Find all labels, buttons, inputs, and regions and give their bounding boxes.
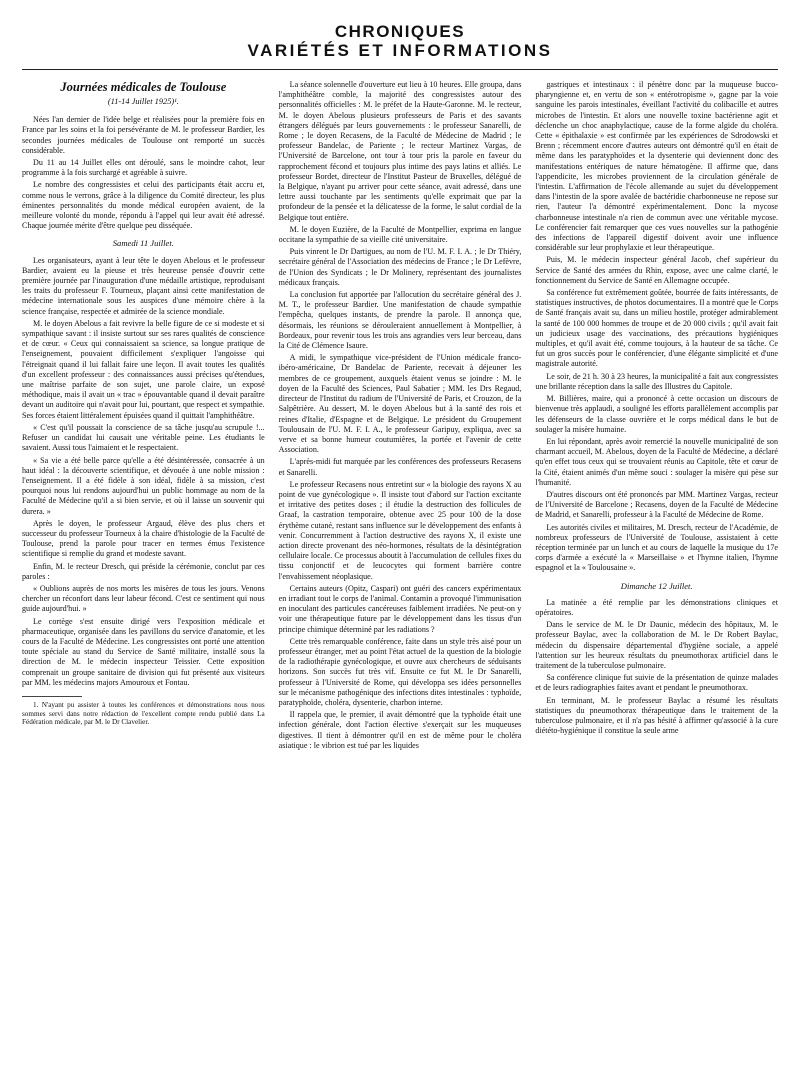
paragraph: En terminant, M. le professeur Baylac a résumé les résultats statistiques du pneumothorax thérapeutique dans le traitement de la tuberculose pulmonaire, et il n'a pas hésité à affirmer qu'associé à la cure diététo-hygiénique il constitue la seule arme	[535, 695, 779, 736]
date-heading-sunday: Dimanche 12 Juillet.	[620, 580, 693, 591]
paragraph: D'autres discours ont été prononcés par MM. Martinez Vargas, recteur de l'Université de Barcelone ; Recasens, doyen de la Faculté de Médecine de Madrid, et Sanarelli, professeur à la Faculté de Médecine de Rome.	[535, 489, 779, 520]
column-1-intro	[22, 115, 265, 231]
paragraph: Cette très remarquable conférence, faite dans un style très aisé pour un professeur étranger, met au point l'état actuel de la question de la biologie de la radiothérapie gynécologique, et ouvre aux chercheurs de séduisants horizons. Son succès fut très vif. Ensuite ce fut M. le Dr Sanarelli, professeur à l'Université de Rome, qui développa ses idées personnelles sur le mécanisme pathogénique des infections dites intestinales : typhoïde, paratyphoïde, choléra, dysenterie, charbon interne.	[278, 636, 522, 707]
paragraph: A midi, le sympathique vice-président de l'Union médicale franco-ibéro-américaine, Dr Bandelac de Pariente, recevait à déjeuner les membres de ce groupement, auxquels étaient venus se joindre : M. le doyen de la Faculté des Sciences, Paul Sabatier ; MM. les Drs Regaud, directeur de l'Institut du radium de l'Université de Paris, et Crouzon, de la Salpêtrière. Au dessert, M. le doyen Abelous but à la santé des rois et reines d'Italie, d'Espagne et de Belgique. Le président du Groupement Toulousain de l'U. M. F. I. A., le professeur Garipuy, expliqua, avec sa verve et sa bonne humeur coutumières, la portée et l'avenir de cette Association.	[278, 353, 522, 455]
header-line-1: CHRONIQUES	[334, 22, 466, 41]
paragraph: La matinée a été remplie par les démonstrations cliniques et opératoires.	[535, 597, 779, 617]
paragraph: Certains auteurs (Opitz, Caspari) ont guéri des cancers expérimentaux en irradiant tout le corps de l'animal. Contamin a provoqué l'immunisation en inoculant des particules cancéreuses faiblement irradiées. Ne peut-on y voir une thérapeutique future par le développement dans les tissus d'un principe chimique déterminé par les radiations ?	[278, 583, 522, 634]
column-1-body	[22, 256, 265, 688]
column-3-body	[535, 80, 778, 574]
article-subtitle: (11-14 Juillet 1925)¹.	[107, 97, 179, 106]
paragraph: M. le doyen Euzière, de la Faculté de Montpellier, exprima en langue occitane la sympathie de sa vieille cité universitaire.	[278, 224, 522, 245]
paragraph: Dans le service de M. le Dr Daunic, médecin des hôpitaux, M. le professeur Baylac, avec la collaboration de M. le Dr Robert Baylac, médecin du dispensaire départemental d'hygiène sociale, a appelé l'attention sur les heureux résultats du pneumothorax artificiel dans le traitement de la tuberculose pulmonaire.	[535, 620, 779, 670]
paragraph: Le cortège s'est ensuite dirigé vers l'exposition médicale et pharmaceutique, organisée dans les pavillons du service d'anatomie, et les cours de la Faculté de Médecine. Les congressistes ont porté une attention toute spéciale au stand du Service de Santé militaire, installé sous la direction de M. le médecin inspecteur Teissier. Cette exposition comprenait un groupe sanitaire de division qui fut présenté aux visiteurs par MM. les médecins majors Amouroux et Fontau.	[22, 616, 265, 687]
paragraph: Les organisateurs, ayant à leur tête le doyen Abelous et le professeur Bardier, avaient eu la pieuse et très heureuse pensée d'ouvrir cette première journée par l'inauguration d'une médaille artistique, reproduisant les traits du professeur F. Tourneux, plaçant ainsi cette manifestation de médecine internationale sous les auspices d'une mémoire chère à la science française, respectée et admirée de la science mondiale.	[22, 255, 265, 316]
paragraph: « C'est qu'il poussait la conscience de sa tâche jusqu'au scrupule !... Refuser un candidat lui causait une véritable peine. Les étudiants le savaient. Aussi tous l'aimaient et le respectaient.	[22, 422, 265, 453]
column-3	[535, 80, 778, 753]
column-2	[279, 80, 522, 753]
section-header	[22, 22, 778, 61]
date-heading-saturday: Samedi 11 Juillet.	[112, 238, 174, 249]
paragraph: M. Billières, maire, qui a prononcé à cette occasion un discours de bienvenue très applaudi, a souligné les efforts parallèlement accomplis par les défenseurs de la classe ouvrière et le corps médical dans le but de soulager la misère humaine.	[535, 394, 779, 434]
paragraph: Puis vinrent le Dr Dartigues, au nom de l'U. M. F. I. A. ; le Dr Thiéry, secrétaire général de l'Association des médecins de France ; le Dr Lefèvre, de l'Union des Syndicats ; le Dr Molinery, représentant des journalistes médicaux français.	[278, 247, 522, 287]
paragraph: Le professeur Recasens nous entretint sur « la biologie des rayons X au point de vue gynécologique ». Il insiste tout d'abord sur l'action excitante et irritative des petites doses ; il étudie la destruction des follicules de Graaf, la castration temporaire, obtenue avec 25 pour 100 de la dose érythème cutané, restant sans influence sur le développement des enfants à venir. Concurremment à l'action destructive des rayons X, il existe une action directe provenant des néo-hormones, résultats de la désintégration cellulaire locale. Ce processus aboutit à l'accumulation de cellules fixes du tissu conjonctif et de leucocytes qui forment barrière contre l'envahissement néoplasique.	[278, 479, 522, 581]
paragraph: Nées l'an dernier de l'idée belge et réalisées pour la première fois en France par les soins et la foi persévérante de M. le professeur Bardier, les secondes journées médicales de Toulouse ont remporté un succès considérable.	[22, 115, 265, 155]
paragraph: Enfin, M. le recteur Dresch, qui préside la cérémonie, conclut par ces paroles :	[22, 561, 265, 581]
paragraph: « Oublions auprès de nos morts les misères de tous les jours. Venons chercher un réconfort dans leur labeur fécond. C'est ce sentiment qui nous guide aujourd'hui. »	[22, 583, 265, 614]
paragraph: Après le doyen, le professeur Argaud, élève des plus chers et successeur du professeur Tourneux à la chaire d'histologie de la Faculté de Toulouse, prend la parole pour tracer en termes émus l'existence scientifique si remplie du grand et modeste savant.	[22, 518, 265, 559]
article-columns	[22, 80, 778, 753]
paragraph: « Sa vie a été belle parce qu'elle a été désintéressée, consacrée à un haut idéal : la découverte scientifique, et dévouée à une noble mission : l'enseignement. Il a été fidèle à son idéal, fidèle à sa mission, c'est pourquoi nous lui rendons aujourd'hui un public hommage au nom de la Faculté de Médecine qu'il a si bien servie, et où il laisse un souvenir qui durera. »	[22, 455, 265, 516]
paragraph: gastriques et intestinaux : il pénètre donc par la muqueuse bucco-pharyngienne et, en vertu de son « entérotropisme », gagne par la voie sanguine les parois intestinales, éveillant l'activité du colibacille et autres microbes de l'intestin. Et alors une nouvelle toxine bactérienne agit et déclenche un choc anaphylactique, cause de la forme algide du choléra. Cette « épithalaxie » est confirmée par les expériences de Sdrodowski et Brenn ; récemment encore d'autres auteurs ont démontré qu'il en était de même dans les paratyphoïdes et la dysenterie qui deviennent donc des manifestations entériques de nature hématogène. Il affirme que, dans l'appendicite, les microbes proviennent de la circulation générale de l'intestin. L'affirmation de l'école allemande au sujet du développement dans l'intestin de la spore avalée de bactéridie charbonneuse ne repose sur rien, l'auteur l'a démontré expérimentalement. Donc la mycose charbonneuse intestinale n'a rien de commun avec une véritable mycose. Le conférencier fait remarquer que ces vues nouvelles sur la pathogénie des infections de l'appareil digestif doivent avoir une influence considérable sur leur prophylaxie et leur thérapeutique.	[535, 80, 779, 253]
paragraph: Le nombre des congressistes et celui des participants était accru et, comme nous le verrons, grâce à la diligence du Comité directeur, les plus éminentes personnalités du monde médical européen avaient, de la meilleure volonté du monde, répondu à l'appel qui leur avait été adressé. Chaque journée mérite d'être quelque peu disséquée.	[22, 180, 265, 231]
paragraph: Il rappela que, le premier, il avait démontré que la typhoïde était une infection générale, dont l'action élective s'exerçait sur les muqueuses digestives. Il tient à démontrer qu'il en est de même pour le choléra asiatique : le vibrion est tué par les liquides	[278, 710, 522, 750]
paragraph: La séance solennelle d'ouverture eut lieu à 10 heures. Elle groupa, dans l'amphithéâtre comble, la majorité des congressistes autour des personnalités officielles : M. le préfet de la Haute-Garonne. M. le recteur, M. le doyen Abelous plusieurs professeurs de Paris et des savants étrangers délégués par leurs gouvernements : le professeur Sanarelli, de Rome ; le doyen Recasens, de la Faculté de Médecine de Madrid ; le professeur Bandelac, de Pariente ; le recteur Martinez Vargas, de l'Université de Barcelone, ont tour à tour pris la parole en faveur du rapprochement fécond et toujours plus intime des pays latins et alliés. Le professeur Bordet, directeur de l'Institut Pasteur de Bruxelles, délégué de la Belgique, n'ayant pu arriver pour cette séance, avait adressé, dans une lettre aussi touchante par les sentiments qu'elle exprimait que par la profondeur de la pensée et la délicatesse de la forme, le salut cordial de la Belgique tout entière.	[278, 80, 522, 222]
paragraph: Sa conférence clinique fut suivie de la présentation de quinze malades et de leurs radiographies faites avant et pendant le pneumothorax.	[535, 673, 779, 693]
paragraph: Le soir, de 21 h. 30 à 23 heures, la municipalité a fait aux congressistes une brillante réception dans la salle des Illustres du Capitole.	[535, 371, 779, 391]
footnote: 1. N'ayant pu assister à toutes les conférences et démonstrations nous nous sommes servi dans notre rédaction de l'excellent compte rendu publié dans La Fédération médicale, par M. le Dr Clavelier.	[22, 700, 265, 727]
paragraph: La conclusion fut apportée par l'allocution du secrétaire général des J. M. T., le professeur Bardier. Une manifestation de chaude sympathie l'empêcha, quelques instants, de prendre la parole. Il annonça que, désormais, les réunions se dérouleraient annuellement à Montpellier, à Bordeaux, pour revenir tous les trois ans agrandies vers leur berceau, dans la Cité de Clémence Isaure.	[278, 290, 522, 351]
paragraph: Les autorités civiles et militaires, M. Dresch, recteur de l'Académie, de nombreux professeurs de l'Université de Toulouse, assistaient à cette réception terminée par un lunch et au cours de laquelle la musique du 17e corps d'armée a exécuté la « Marseillaise » et l'hymne italien, l'hymne espagnol et la « Toulousaine ».	[535, 522, 779, 573]
footnote-rule	[22, 696, 82, 697]
column-3-body-b	[535, 598, 778, 737]
column-2-body	[279, 80, 522, 751]
paragraph: Du 11 au 14 Juillet elles ont déroulé, sans le moindre cahot, leur programme à la fois surchargé et agréable à suivre.	[22, 158, 265, 178]
paragraph: Puis, M. le médecin inspecteur général Jacob, chef supérieur du Service de Santé des armées du Rhin, expose, avec une calme clarté, le fonctionnement du Service de Santé en Allemagne occupée.	[535, 255, 779, 285]
paragraph: M. le doyen Abelous a fait revivre la belle figure de ce si modeste et si sympathique savant : il insiste surtout sur ses rares qualités de conscience et de cœur. « Ceux qui connaissaient sa science, sa longue pratique de l'enseignement, pouvaient difficilement s'expliquer l'angoisse qui l'étreignait quand il lui fallait faire une leçon. Il avait toutes les qualités d'un excellent professeur : des connaissances aussi précises qu'étendues, une maîtrise parfaite de son sujet, une parole claire, un exposé méthodique, mais il avait un « trac » épouvantable quand il devait paraître devant un auditoire qui n'avait pour lui, pourtant, que respect et sympathie. Ses forces étaient littéralement épuisées quand il quittait l'amphithéâtre.	[22, 318, 265, 420]
header-rule	[22, 69, 778, 70]
paragraph: L'après-midi fut marquée par les conférences des professeurs Recasens et Sanarelli.	[278, 457, 522, 477]
paragraph: En lui répondant, après avoir remercié la nouvelle municipalité de son charmant accueil, M. Abelous, doyen de la Faculté de Médecine, a déclaré qu'en effet tous ceux qui se trouvaient réunis au Capitole, tête et cœur de la Cité, étaient animés d'un même souci : soulager la misère qui pèse sur l'humanité.	[535, 436, 779, 487]
column-1	[22, 80, 265, 753]
header-line-2: VARIÉTÉS ET INFORMATIONS	[247, 41, 553, 60]
paragraph: Sa conférence fut extrêmement goûtée, bourrée de faits intéressants, de statistiques instructives, de photos documentaires. Il a montré que le Corps de Santé français avait su, dans un milieu hostile, protéger admirablement la santé de 100 000 hommes de troupe et de 20 000 civils ; qu'il avait fait un judicieux usage des vaccinations, des précautions hygiéniques multiples, et qu'il avait été, comme toujours, à la hauteur de sa tâche. Ce fut un gros succès pour le conférencier, d'une élégante simplicité et d'une magistrale autorité.	[535, 288, 779, 369]
article-title: Journées médicales de Toulouse	[60, 80, 227, 94]
